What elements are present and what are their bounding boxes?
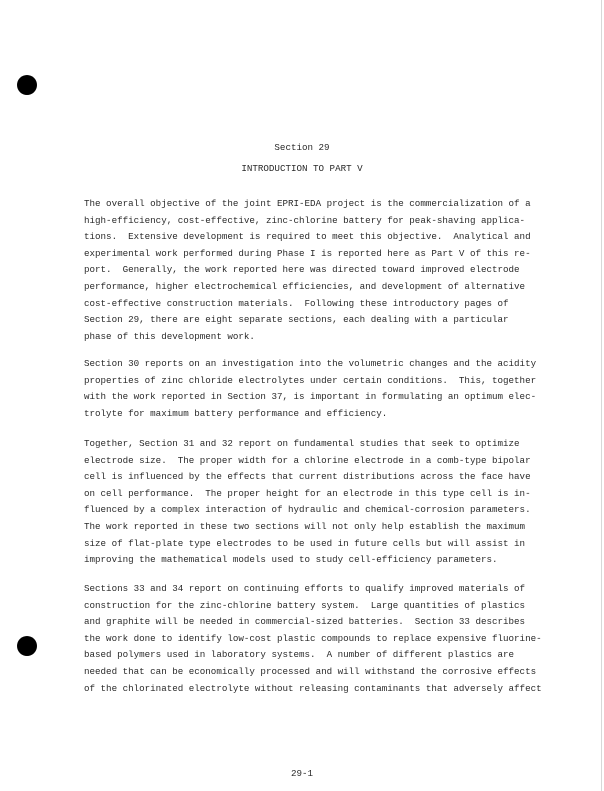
text-line: phase of this development work. bbox=[84, 330, 255, 342]
paragraph-4 bbox=[84, 581, 542, 697]
text-line: electrode size. The proper width for a chlorine electrode in a comb-type bipolar bbox=[84, 454, 531, 466]
text-line: port. Generally, the work reported here was directed toward improved electrode bbox=[84, 264, 520, 276]
paragraph-1 bbox=[84, 196, 534, 345]
text-line: fluenced by a complex interaction of hydraulic and chemical-corrosion parameters. bbox=[84, 504, 531, 516]
section-title: Section 29 bbox=[274, 142, 330, 153]
text-line: trolyte for maximum battery performance and efficiency. bbox=[84, 407, 388, 419]
text-line: of the chlorinated electrolyte without releasing contaminants that adversely affect bbox=[84, 682, 542, 694]
punch-hole-bottom bbox=[17, 636, 37, 656]
text-line: cell is influenced by the effects that current distributions across the face have bbox=[84, 471, 531, 483]
section-subtitle: INTRODUCTION TO PART V bbox=[241, 163, 363, 174]
text-line: Section 30 reports on an investigation into the volumetric changes and the acidity bbox=[84, 358, 537, 369]
text-line: properties of zinc chloride electrolytes under certain conditions. This, together bbox=[84, 374, 537, 386]
text-line: The overall objective of the joint EPRI-EDA project is the commercialization of a bbox=[84, 198, 531, 209]
text-line: tions. Extensive development is required to meet this objective. Analytical and bbox=[84, 231, 531, 243]
text-line: construction for the zinc-chlorine battery system. Large quantities of plastics bbox=[84, 599, 526, 611]
page-edge-line bbox=[601, 0, 602, 791]
text-line: cost-effective construction materials. Following these introductory pages of bbox=[84, 297, 509, 309]
page-number: 29-1 bbox=[290, 768, 314, 779]
text-line: size of flat-plate type electrodes to be used in future cells but will assist in bbox=[84, 537, 526, 549]
text-line: The work reported in these two sections will not only help establish the maximum bbox=[84, 520, 526, 532]
text-line: needed that can be economically processed and will withstand the corrosive effects bbox=[84, 665, 537, 677]
text-line: experimental work performed during Phase I is reported here as Part V of this re- bbox=[84, 247, 531, 259]
paragraph-3 bbox=[84, 436, 534, 569]
text-line: Section 29, there are eight separate sections, each dealing with a particular bbox=[84, 314, 509, 326]
text-line: and graphite will be needed in commercial-sized batteries. Section 33 describes bbox=[84, 616, 526, 628]
text-line: high-efficiency, cost-effective, zinc-chlorine battery for peak-shaving applica- bbox=[84, 214, 526, 226]
text-line: with the work reported in Section 37, is important in formulating an optimum elec- bbox=[84, 391, 537, 403]
punch-hole-top bbox=[17, 75, 37, 95]
text-line: Sections 33 and 34 report on continuing efforts to qualify improved materials of bbox=[84, 583, 526, 594]
text-line: the work done to identify low-cost plastic compounds to replace expensive fluorine- bbox=[84, 632, 542, 644]
text-line: based polymers used in laboratory systems. A number of different plastics are bbox=[84, 649, 515, 661]
text-line: performance, higher electrochemical efficiencies, and development of alternative bbox=[84, 280, 526, 292]
text-line: improving the mathematical models used to study cell-efficiency parameters. bbox=[84, 554, 498, 566]
paragraph-2 bbox=[84, 356, 537, 422]
text-line: Together, Section 31 and 32 report on fundamental studies that seek to optimize bbox=[84, 438, 520, 449]
text-line: on cell performance. The proper height for an electrode in this type cell is in- bbox=[84, 487, 531, 499]
